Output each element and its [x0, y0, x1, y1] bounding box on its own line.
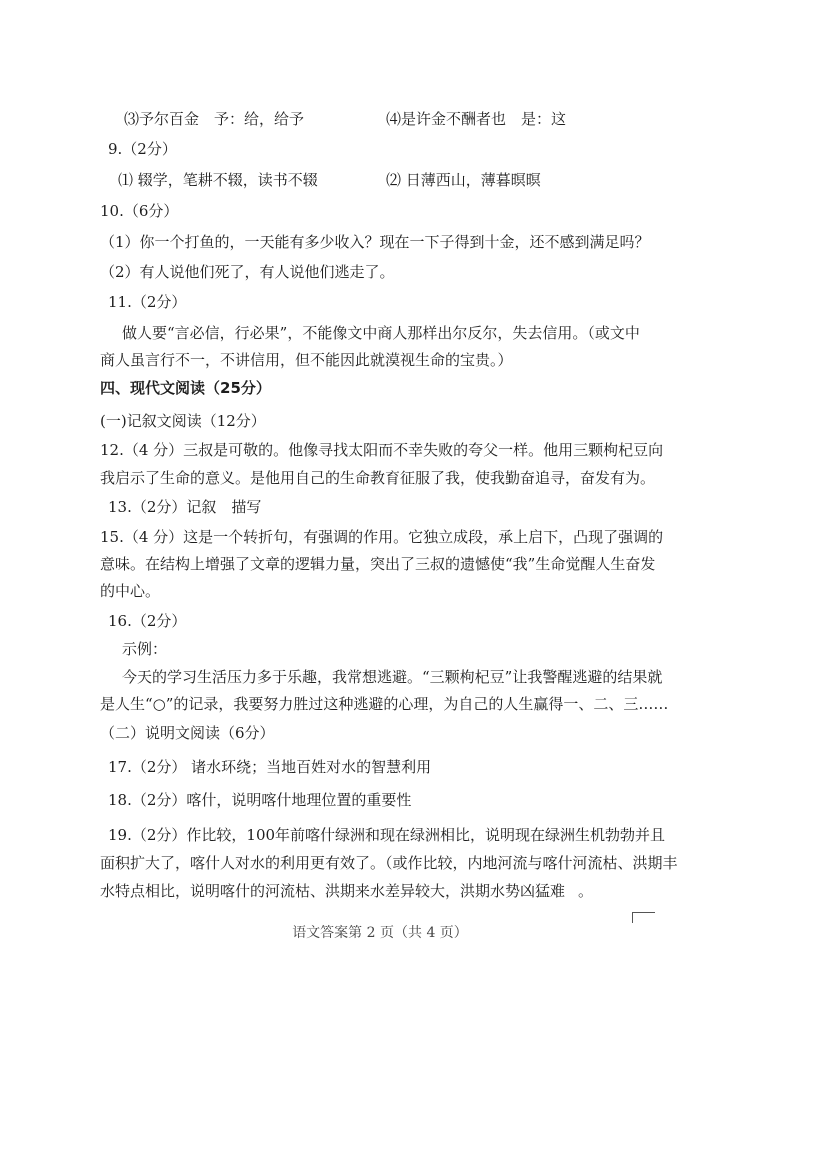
- question-9-header: 9.（2分）: [108, 140, 177, 158]
- answer-12-line-2: 我启示了生命的意义。是他用自己的生命教育征服了我，使我勤奋追寻，奋发有为。: [100, 469, 656, 487]
- answer-16-line-2: 是人生“○”的记录，我要努力胜过这种逃避的心理，为自己的人生赢得一、二、三……: [100, 695, 669, 713]
- page-footer: 语文答案第 2 页（共 4 页）: [292, 925, 468, 941]
- answer-11-line-1: 做人要“言必信，行必果”，不能像文中商人那样出尔反尔，失去信用。（或文中: [122, 324, 640, 342]
- answer-13: 13.（2分）记叙 描写: [108, 498, 262, 516]
- question-11-header: 11.（2分）: [108, 293, 187, 311]
- answer-15-line-1: 15.（4 分）这是一个转折句，有强调的作用。它独立成段，承上启下，凸现了强调的: [100, 528, 664, 546]
- answer-11-line-2: 商人虽言行不一，不讲信用，但不能因此就漠视生命的宝贵。）: [100, 351, 513, 369]
- answer-17: 17.（2分） 诸水环绕；当地百姓对水的智慧利用: [108, 758, 432, 776]
- subsection-narrative-heading: (一)记叙文阅读（12分）: [100, 412, 266, 430]
- answer-12-line-1: 12.（4 分）三叔是可敬的。他像寻找太阳而不幸失败的夸父一样。他用三颗枸杞豆向: [100, 441, 664, 459]
- answer-9-1: ⑴ 辍学，笔耕不辍，读书不辍: [118, 171, 318, 189]
- answer-19-line-3: 水特点相比，说明喀什的河流枯、洪期来水差异较大，洪期水势凶猛难: [100, 882, 566, 900]
- question-16-header: 16.（2分）: [108, 612, 187, 630]
- answer-19-line-2: 面积扩大了，喀什人对水的利用更有效了。（或作比较，内地河流与喀什河流枯、洪期丰: [100, 854, 678, 872]
- answer-10-1: （1）你一个打鱼的，一天能有多少收入？现在一下子得到十金，还不感到满足吗？: [100, 233, 650, 251]
- answer-15-line-3: 的中心。: [100, 582, 161, 600]
- subsection-expository-heading: （二）说明文阅读（6分）: [100, 724, 275, 742]
- answer-8-3: ⑶予尔百金 予：给，给予: [124, 110, 305, 128]
- answer-15-line-2: 意味。在结构上增强了文章的逻辑力量，突出了三叔的遗憾使“我”生命觉醒人生奋发: [100, 555, 656, 573]
- answer-19-line-1: 19.（2分）作比较，100年前喀什绿洲和现在绿洲相比，说明现在绿洲生机勃勃并且: [108, 826, 666, 844]
- question-10-header: 10.（6分）: [100, 202, 179, 220]
- answer-9-2: ⑵ 日薄西山，薄暮暝暝: [386, 171, 541, 189]
- answer-16-line-1: 今天的学习生活压力多于乐趣，我常想逃避。“三颗枸杞豆”让我警醒逃避的结果就: [122, 668, 663, 686]
- answer-8-4: ⑷是许金不酬者也 是：这: [386, 110, 567, 128]
- answer-19-line-3-end: 。: [578, 882, 594, 900]
- answer-10-2: （2）有人说他们死了，有人说他们逃走了。: [100, 263, 395, 281]
- section-4-heading: 四、现代文阅读（25分）: [100, 379, 271, 397]
- answer-18: 18.（2分）喀什，说明喀什地理位置的重要性: [108, 791, 412, 809]
- answer-16-example-label: 示例：: [122, 640, 168, 658]
